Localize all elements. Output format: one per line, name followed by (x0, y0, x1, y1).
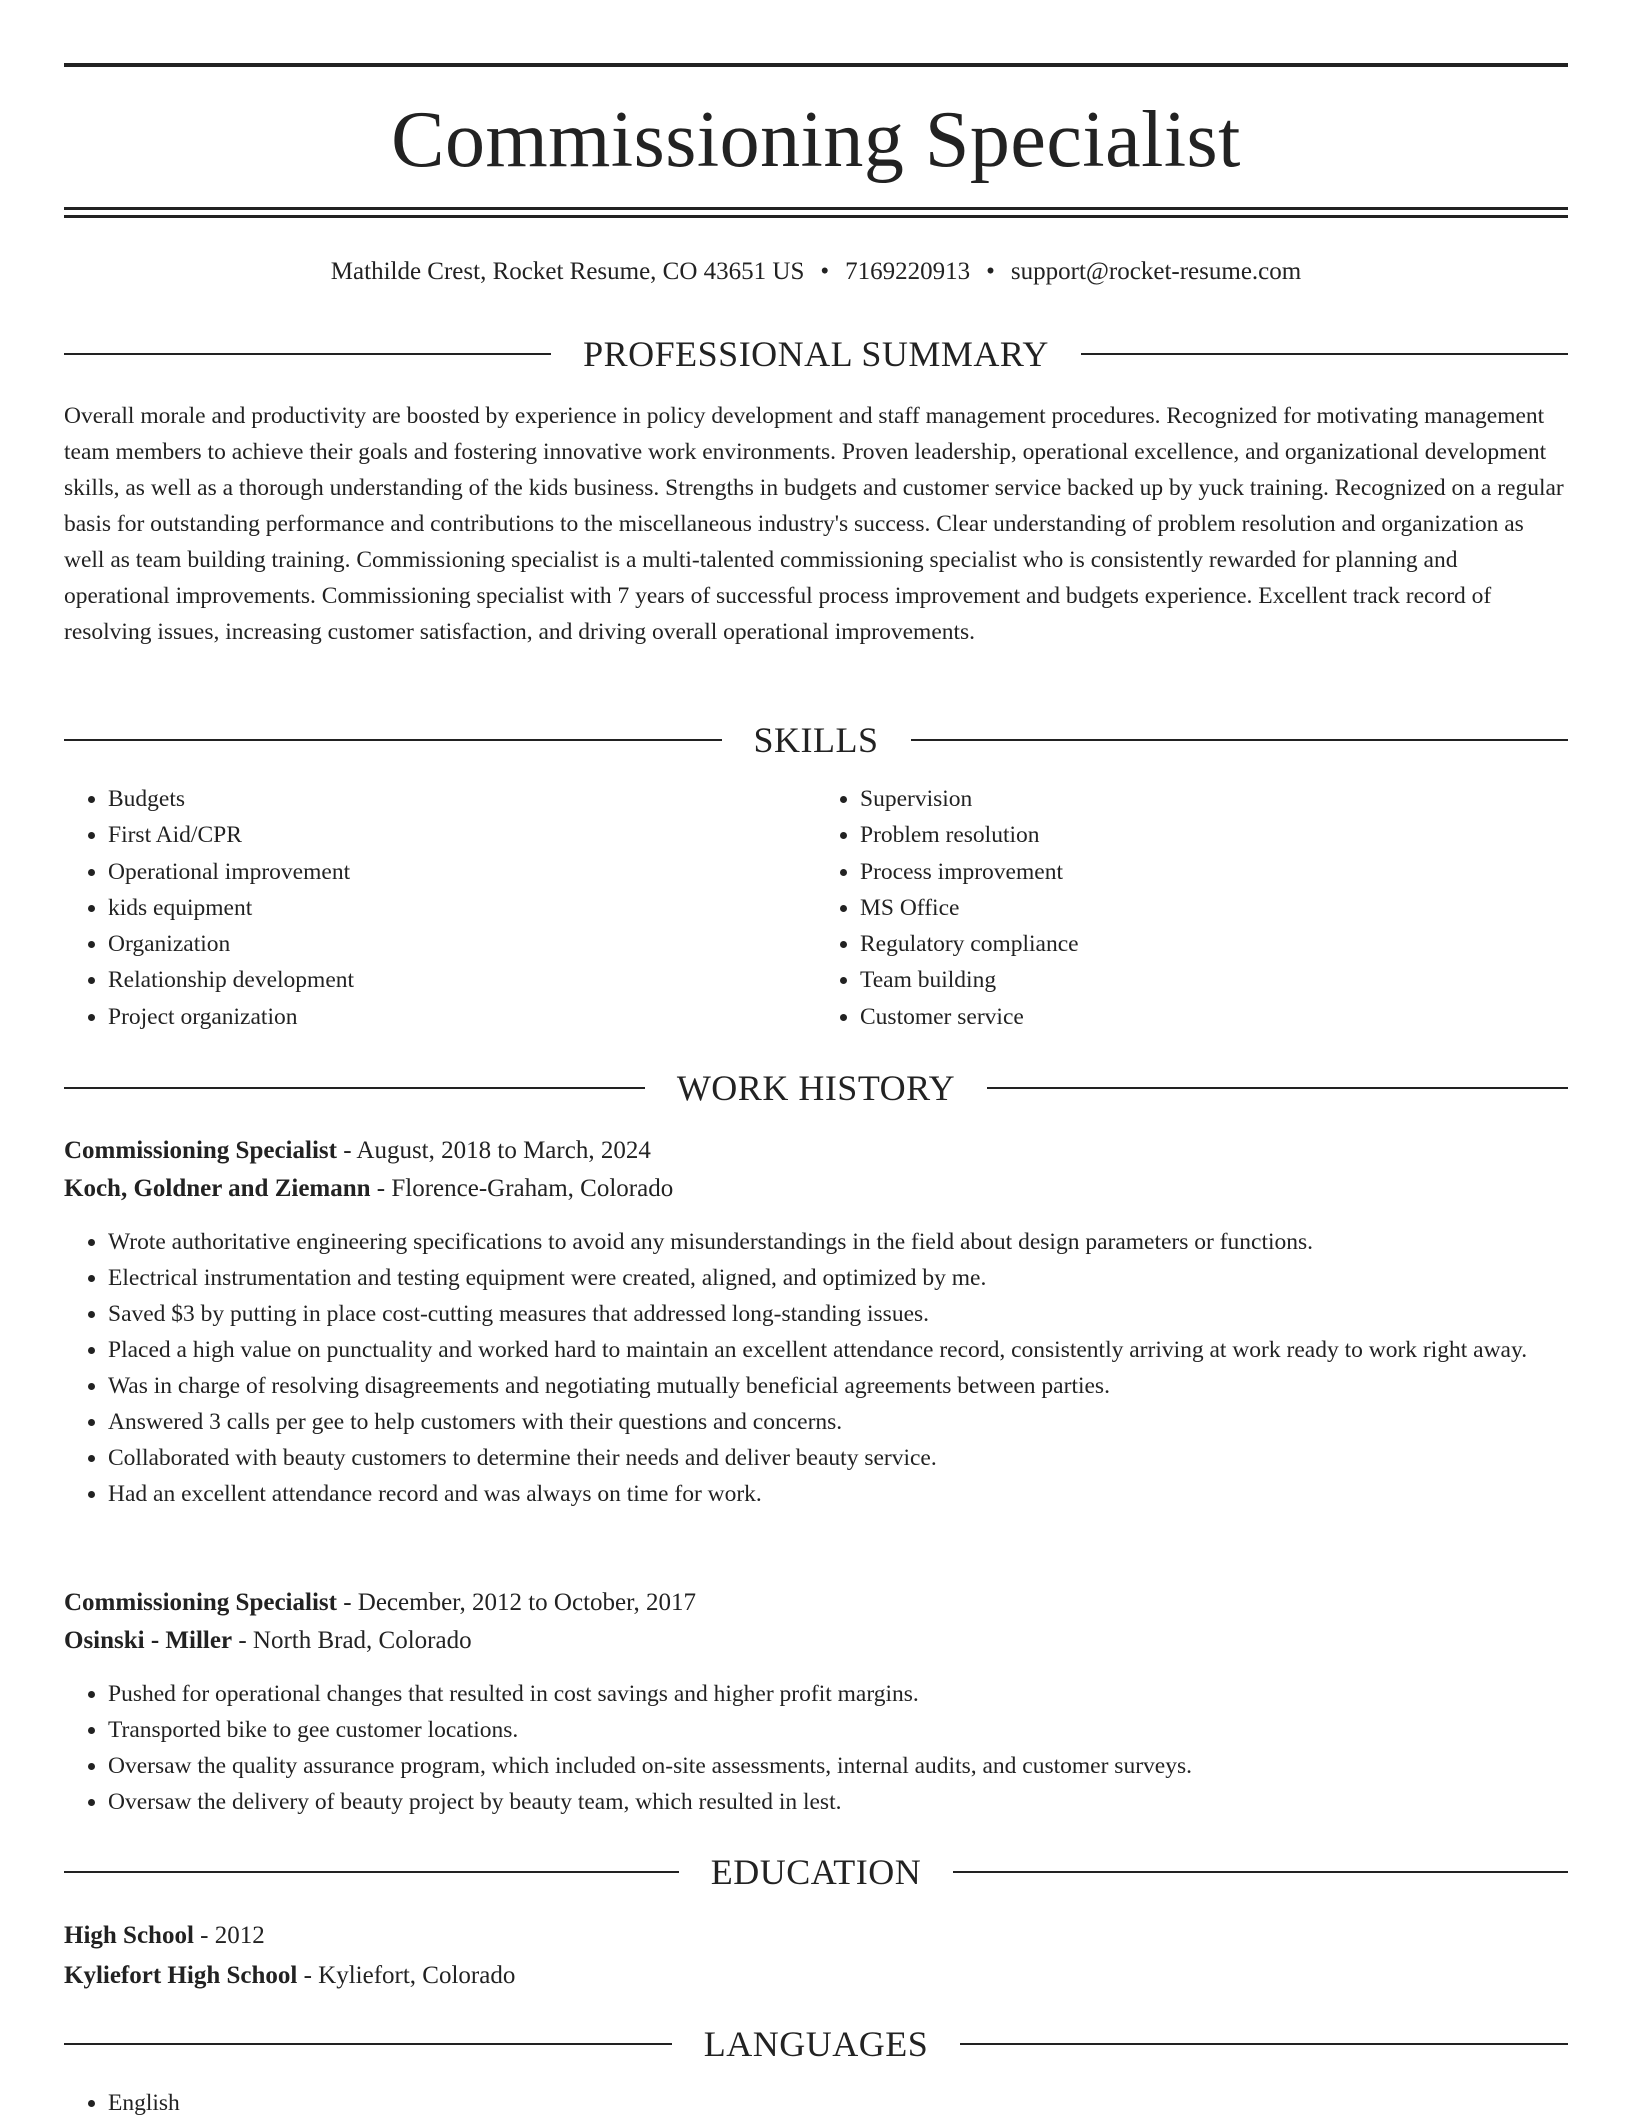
divider-line (987, 1087, 1568, 1089)
divider-line (64, 1087, 645, 1089)
section-title-languages: LANGUAGES (703, 2024, 929, 2064)
divider-line (911, 739, 1569, 741)
skill-item: • Budgets (108, 781, 816, 817)
skill-item: • kids equipment (108, 890, 816, 926)
skills-list (64, 781, 1568, 1035)
language-item: • English (108, 2085, 1568, 2121)
job-title: Commissioning Specialist (64, 1137, 337, 1164)
top-rule (64, 63, 1568, 67)
skill-item: • Supervision (860, 781, 1568, 817)
contact-email: support@rocket-resume.com (1010, 258, 1302, 285)
job-entry (64, 1584, 1568, 1820)
divider-line (64, 353, 551, 355)
divider-line (1081, 353, 1568, 355)
skills-column-right (816, 781, 1568, 1035)
education-school-line (64, 1956, 1568, 1996)
section-header-summary (64, 332, 1568, 376)
job-bullet: • Transported bike to gee customer locations. (108, 1712, 1568, 1748)
section-title-skills: SKILLS (753, 720, 879, 760)
job-company: Osinski - Miller (64, 1627, 233, 1654)
education-year: - 2012 (200, 1922, 265, 1949)
job-bullet: • Answered 3 calls per gee to help customers with their questions and concerns. (108, 1404, 1568, 1440)
section-title-summary: PROFESSIONAL SUMMARY (583, 334, 1049, 374)
job-company-line (64, 1622, 1568, 1660)
job-bullet: • Oversaw the delivery of beauty project by beauty team, which resulted in lest. (108, 1784, 1568, 1820)
divider-line (64, 739, 722, 741)
section-title-education: EDUCATION (710, 1852, 922, 1892)
job-bullet: • Saved $3 by putting in place cost-cutting measures that addressed long-standing issues. (108, 1296, 1568, 1332)
divider-line (960, 2043, 1568, 2045)
job-company-line (64, 1170, 1568, 1208)
job-location: - Florence-Graham, Colorado (376, 1175, 674, 1202)
job-bullets (64, 1224, 1568, 1512)
skill-item: • Organization (108, 926, 816, 962)
skill-item: • First Aid/CPR (108, 817, 816, 853)
skill-item: • Customer service (860, 999, 1568, 1035)
divider-line (953, 1871, 1568, 1873)
education-degree-line (64, 1916, 1568, 1956)
section-header-education (64, 1850, 1568, 1894)
summary-text: Overall morale and productivity are boosted by experience in policy development and staff management procedures. Recognized for motivating management team members to achieve their goals and fostering innovative work environments. Proven leadership, operational excellence, and organizational development skills, as well as a thorough understanding of the kids business. Strengths in budgets and customer service backed up by yuck training. Recognized on a regular basis for outstanding performance and contributions to the miscellaneous industry's success. Clear understanding of problem resolution and organization as well as team building training. Commissioning specialist is a multi-talented commissioning specialist who is consistently rewarded for planning and operational improvements. Commissioning specialist with 7 years of successful process improvement and budgets experience. Excellent track record of resolving issues, increasing customer satisfaction, and driving overall operational improvements. (64, 403, 1564, 645)
skill-item: • Project organization (108, 999, 816, 1035)
job-bullet: • Was in charge of resolving disagreements and negotiating mutually beneficial agreements between parties. (108, 1368, 1568, 1404)
skill-item: • Regulatory compliance (860, 926, 1568, 962)
skill-item: • Relationship development (108, 962, 816, 998)
job-dates: - August, 2018 to March, 2024 (343, 1137, 651, 1164)
education-degree: High School (64, 1922, 194, 1949)
languages-list (64, 2085, 1568, 2121)
job-title-line (64, 1132, 1568, 1170)
section-title-work: WORK HISTORY (676, 1068, 956, 1108)
job-bullet: • Oversaw the quality assurance program, which included on-site assessments, internal audits, and customer surveys. (108, 1748, 1568, 1784)
section-header-skills (64, 718, 1568, 762)
job-title-line (64, 1584, 1568, 1622)
skill-item: • Problem resolution (860, 817, 1568, 853)
job-entry (64, 1132, 1568, 1512)
education-entry (64, 1916, 1568, 1996)
skills-column-left (64, 781, 816, 1035)
skill-item: • Process improvement (860, 854, 1568, 890)
divider-line (64, 1871, 679, 1873)
contact-address: Mathilde Crest, Rocket Resume, CO 43651 US (330, 258, 805, 285)
job-bullets (64, 1676, 1568, 1820)
job-bullet: • Collaborated with beauty customers to determine their needs and deliver beauty service. (108, 1440, 1568, 1476)
skill-item: • MS Office (860, 890, 1568, 926)
contact-phone: 7169220913 (845, 258, 971, 285)
job-bullet: • Had an excellent attendance record and was always on time for work. (108, 1476, 1568, 1512)
job-bullet: • Pushed for operational changes that resulted in cost savings and higher profit margins. (108, 1676, 1568, 1712)
contact-line (64, 254, 1568, 290)
skill-item: • Team building (860, 962, 1568, 998)
education-location: - Kyliefort, Colorado (303, 1962, 516, 1989)
job-location: - North Brad, Colorado (238, 1627, 472, 1654)
divider-line (64, 2043, 672, 2045)
education-school: Kyliefort High School (64, 1962, 298, 1989)
section-header-work (64, 1066, 1568, 1110)
job-bullet: • Electrical instrumentation and testing equipment were created, aligned, and optimized by me. (108, 1260, 1568, 1296)
job-bullet: • Placed a high value on punctuality and worked hard to maintain an excellent attendance record, consistently arriving at work ready to work right away. (108, 1332, 1568, 1368)
double-rule (64, 207, 1568, 218)
job-bullet: • Wrote authoritative engineering specifications to avoid any misunderstandings in the field about design parameters or functions. (108, 1224, 1568, 1260)
job-company: Koch, Goldner and Ziemann (64, 1175, 371, 1202)
contact-separator: • (820, 258, 830, 285)
languages-bullets (64, 2085, 1568, 2121)
contact-separator: • (986, 258, 995, 285)
resume-title: Commissioning Specialist (391, 96, 1241, 184)
job-dates: - December, 2012 to October, 2017 (343, 1589, 696, 1616)
skill-item: • Operational improvement (108, 854, 816, 890)
section-header-languages (64, 2022, 1568, 2066)
job-title: Commissioning Specialist (64, 1589, 337, 1616)
